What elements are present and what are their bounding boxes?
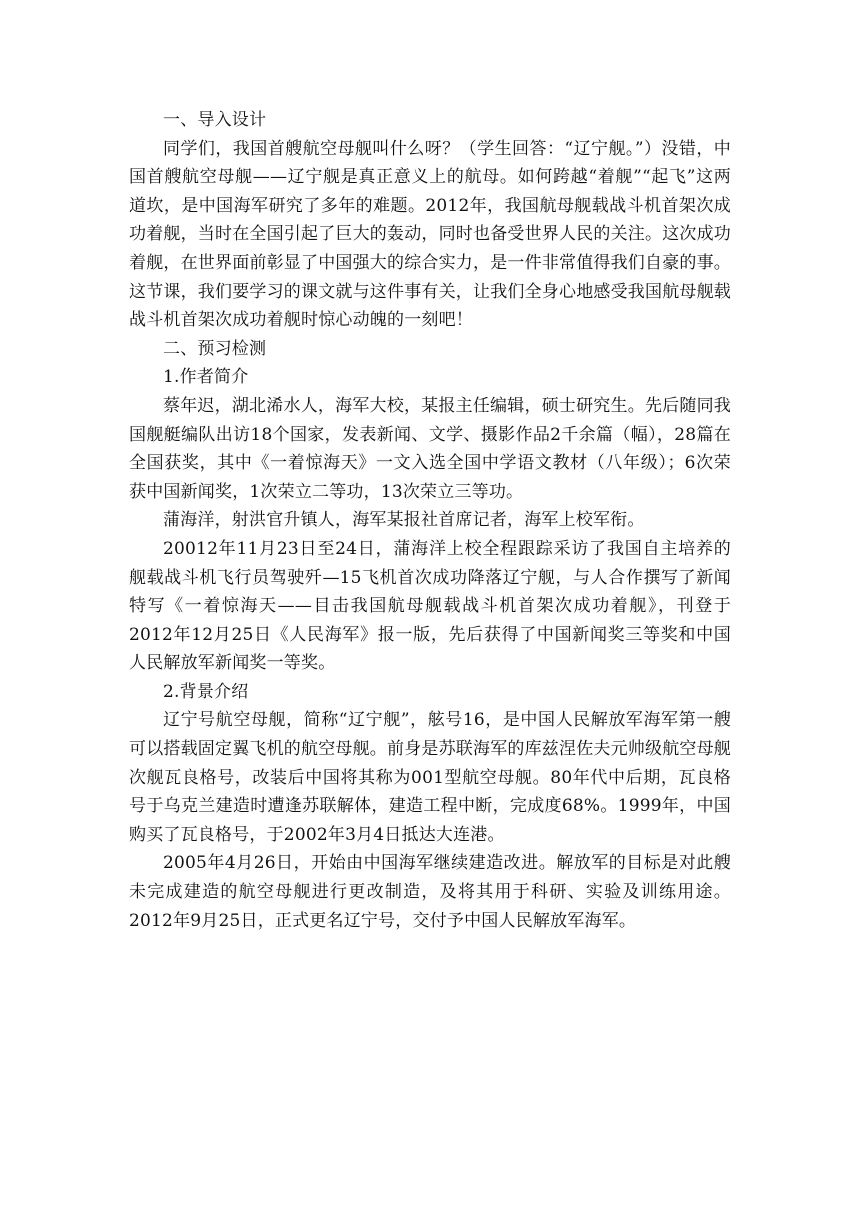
author-pu-paragraph: 蒲海洋，射洪官升镇人，海军某报社首席记者，海军上校军衔。 [163,510,645,531]
section-heading-intro: 一、导入设计 [163,110,267,130]
background-paragraph-1: 辽宁号航空母舰，简称“辽宁舰”，舷号16，是中国人民解放军海军第一艘可以搭载固定翼飞机的航空母舰。前身是苏联海军的库兹涅佐夫元帅级航空母舰次舰瓦良格号，改装后中国将其称为001型航空母舰。80年代中后期，瓦良格号于乌克兰建造时遭逢苏联解体，建造工程中断，完成度68%。1999年，中国购买了瓦良格号，于2002年3月4日抵达大连港。 [129,710,731,845]
subheading-background: 2.背景介绍 [163,681,249,702]
subheading-author-intro: 1.作者简介 [163,367,249,388]
intro-paragraph: 同学们，我国首艘航空母舰叫什么呀？（学生回答：“辽宁舰。”）没错，中国首艘航空母舰——辽宁舰是真正意义上的航母。如何跨越“着舰”“起飞”这两道坎，是中国海军研究了多年的难题。2012年，我国航母舰载战斗机首架次成功着舰，当时在全国引起了巨大的轰动，同时也备受世界人民的关注。这次成功着舰，在世界面前彰显了中国强大的综合实力，是一件非常值得我们自豪的事。这节课，我们要学习的课文就与这件事有关，让我们全身心地感受我国航母舰载战斗机首架次成功着舰时惊心动魄的一刻吧！ [129,138,731,331]
author-cai-paragraph: 蔡年迟，湖北浠水人，海军大校，某报主任编辑，硕士研究生。先后随同我国舰艇编队出访18个国家，发表新闻、文学、摄影作品2千余篇（幅），28篇在全国获奖，其中《一着惊海天》一文入选全国中学语文教材（八年级）；6次荣获中国新闻奖，1次荣立二等功，13次荣立三等功。 [129,395,731,502]
document-body [129,106,731,935]
background-paragraph-2: 2005年4月26日，开始由中国海军继续建造改进。解放军的目标是对此艘未完成建造的航空母舰进行更改制造，及将其用于科研、实验及训练用途。2012年9月25日，正式更名辽宁号，交付予中国人民解放军海军。 [129,853,731,931]
event-paragraph: 20012年11月23日至24日，蒲海洋上校全程跟踪采访了我国自主培养的舰载战斗机飞行员驾驶歼—15飞机首次成功降落辽宁舰，与人合作撰写了新闻特写《一着惊海天——目击我国航母舰载战斗机首架次成功着舰》，刊登于 2012年12月25日《人民海军》报一版，先后获得了中国新闻奖三等奖和中国人民解放军新闻奖一等奖。 [129,538,731,674]
section-heading-preview: 二、预习检测 [163,338,267,359]
